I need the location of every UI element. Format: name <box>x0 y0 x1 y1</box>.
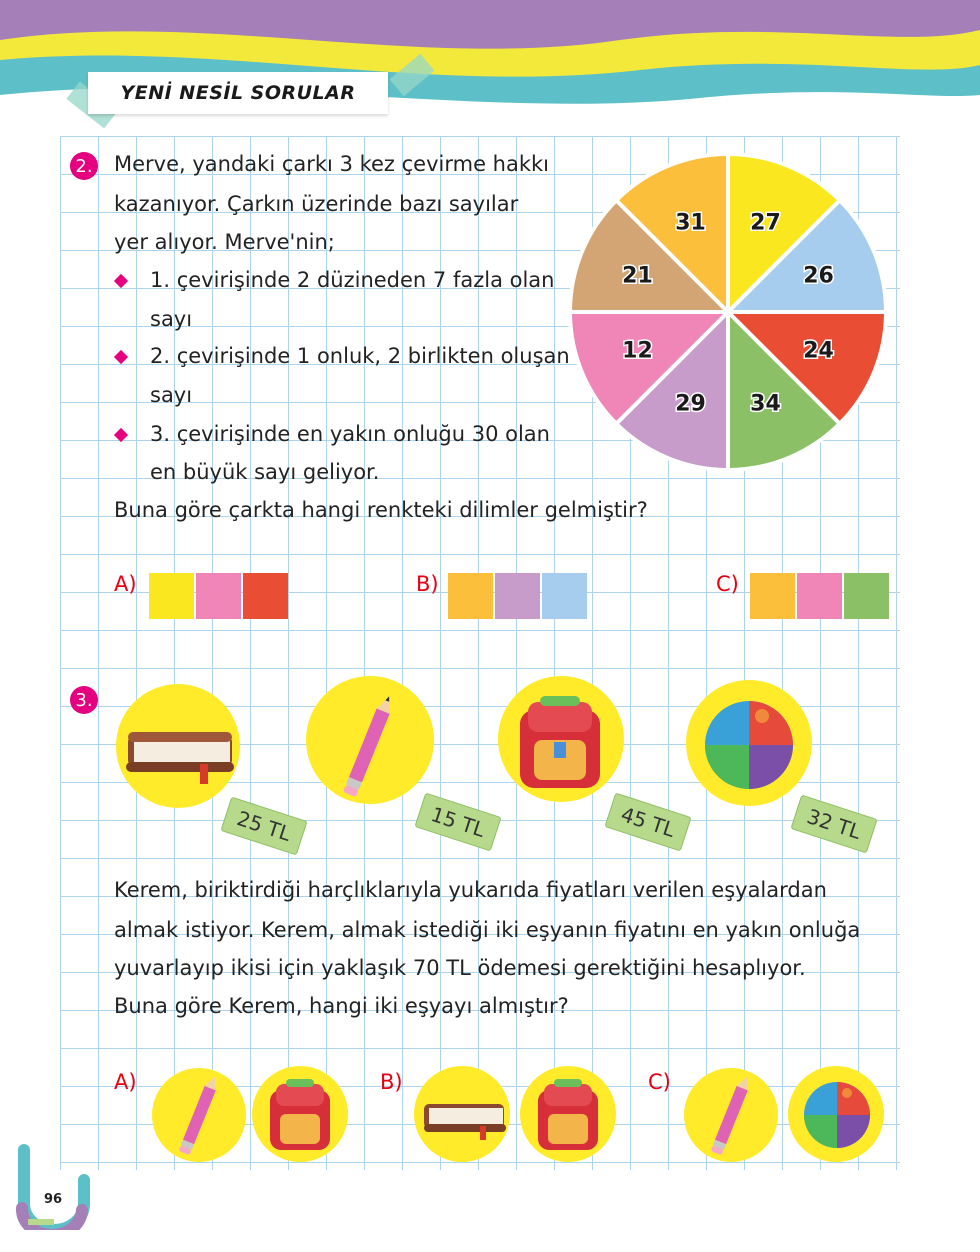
wheel-label-27: 27 <box>750 210 781 236</box>
pencil-icon <box>706 1072 756 1160</box>
q2-option-b-swatch-3[interactable] <box>542 573 587 619</box>
q2-bullet-2-line-1: 2. çevirişinde 1 onluk, 2 birlikten oluşan <box>150 344 570 368</box>
q2-line-3: yer alıyor. Merve'nin; <box>114 230 335 254</box>
wheel-label-12: 12 <box>622 338 653 364</box>
backpack-icon <box>530 1076 606 1154</box>
backpack-icon <box>510 690 610 794</box>
q2-question: Buna göre çarkta hangi renkteki dilimler gelmiştir? <box>114 498 648 522</box>
q3-line-2: almak istiyor. Kerem, almak istediği iki eşyanın fiyatını en yakın onluğa <box>114 918 861 942</box>
q2-bullet-2-line-2: sayı <box>150 383 193 407</box>
question-2-number: 2. <box>70 152 98 180</box>
q2-line-1: Merve, yandaki çarkı 3 kez çevirme hakkı <box>114 152 550 176</box>
q2-line-2: kazanıyor. Çarkın üzerinde bazı sayılar <box>114 192 519 216</box>
q2-bullet-1-line-2: sayı <box>150 307 193 331</box>
wheel-label-24: 24 <box>803 338 834 364</box>
q2-bullet-1-line-1: 1. çevirişinde 2 düzineden 7 fazla olan <box>150 268 555 292</box>
price-book: 25 TL <box>234 806 294 846</box>
q2-option-a-swatch-1[interactable] <box>149 573 194 619</box>
price-ball: 32 TL <box>804 804 864 844</box>
price-pencil: 15 TL <box>428 802 488 842</box>
question-3-number: 3. <box>70 686 98 714</box>
book-icon <box>120 724 240 784</box>
q3-option-b-label[interactable]: B) <box>380 1070 403 1094</box>
q3-line-3: yuvarlayıp ikisi için yaklaşık 70 TL ödemesi gerektiğini hesaplıyor. <box>114 956 806 980</box>
q2-option-b-swatch-2[interactable] <box>495 573 540 619</box>
q2-option-b-label[interactable]: B) <box>416 572 439 596</box>
q2-bullet-3-line-2: en büyük sayı geliyor. <box>150 460 380 484</box>
q2-option-c-swatch-2[interactable] <box>797 573 842 619</box>
q3-option-c-label[interactable]: C) <box>648 1070 671 1094</box>
q2-option-c-swatch-1[interactable] <box>750 573 795 619</box>
page-corner-decoration <box>16 1140 96 1230</box>
wheel-label-21: 21 <box>622 263 653 289</box>
q3-line-4: Buna göre Kerem, hangi iki eşyayı almıştır? <box>114 994 569 1018</box>
wheel-label-26: 26 <box>803 263 834 289</box>
q2-option-b-swatch-1[interactable] <box>448 573 493 619</box>
wheel-label-34: 34 <box>750 391 781 417</box>
q2-option-a-label[interactable]: A) <box>114 572 137 596</box>
wheel-label-31: 31 <box>675 210 706 236</box>
page-number: 96 <box>44 1192 63 1207</box>
q3-option-a-label[interactable]: A) <box>114 1070 137 1094</box>
spinner-wheel <box>566 150 890 474</box>
pencil-icon <box>174 1072 224 1160</box>
section-header <box>88 72 388 114</box>
ball-icon <box>802 1080 872 1150</box>
price-backpack: 45 TL <box>618 802 678 842</box>
ball-icon <box>702 698 796 792</box>
pencil-icon <box>336 688 400 804</box>
section-title: YENİ NESİL SORULAR <box>120 82 356 104</box>
q2-option-c-label[interactable]: C) <box>716 572 739 596</box>
book-icon <box>418 1096 510 1142</box>
header-waves <box>0 0 980 140</box>
q2-option-c-swatch-3[interactable] <box>844 573 889 619</box>
q3-line-1: Kerem, biriktirdiği harçlıklarıyla yukarıda fiyatları verilen eşyalardan <box>114 878 827 902</box>
q2-option-a-swatch-3[interactable] <box>243 573 288 619</box>
backpack-icon <box>262 1076 338 1154</box>
q2-option-a-swatch-2[interactable] <box>196 573 241 619</box>
wheel-label-29: 29 <box>675 391 706 417</box>
q2-bullet-3-line-1: 3. çevirişinde en yakın onluğu 30 olan <box>150 422 550 446</box>
